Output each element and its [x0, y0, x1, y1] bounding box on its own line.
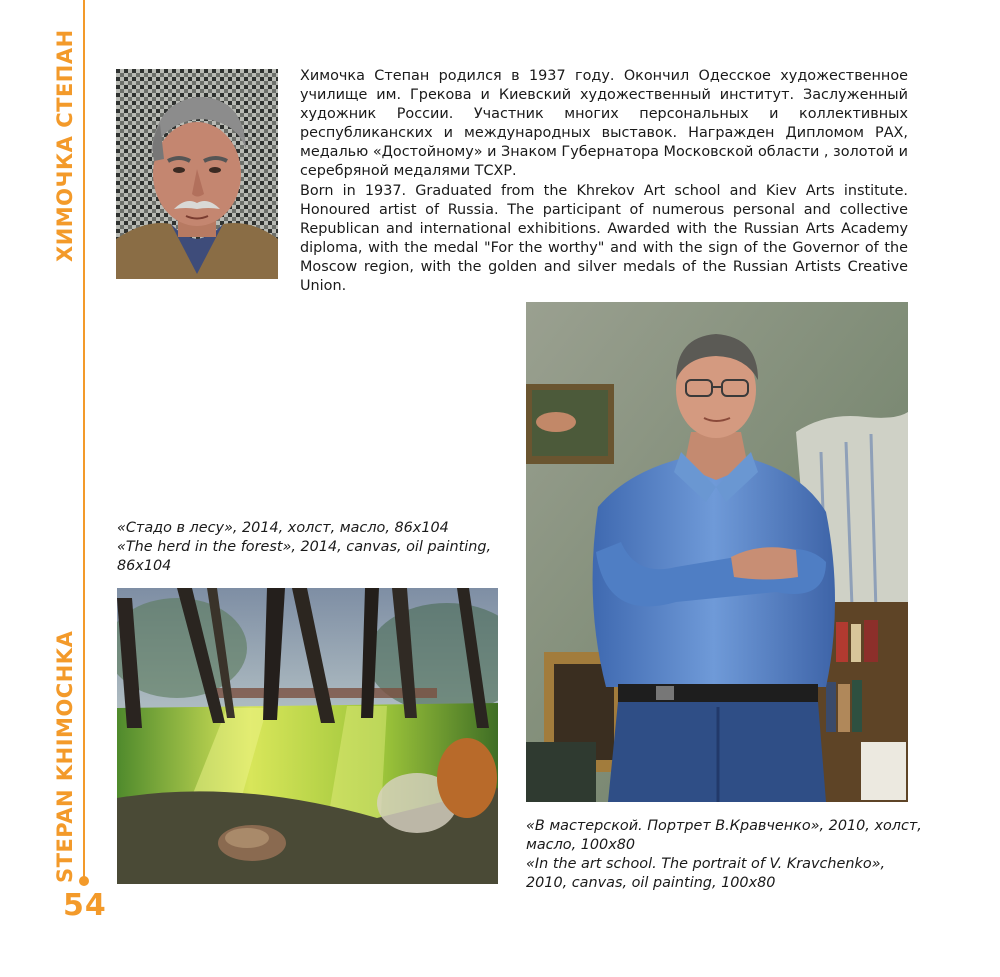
caption-portrait [526, 817, 926, 893]
caption-portrait-en: «In the art school. The portrait of V. Kravchenko», 2010, canvas, oil painting, 100x80 [526, 856, 886, 891]
caption-forest-ru: «Стадо в лесу», 2014, холст, масло, 86х104 [117, 520, 449, 536]
caption-herd-in-forest [117, 519, 517, 576]
painting-herd-in-forest [117, 588, 498, 884]
artist-photo [116, 69, 278, 279]
vertical-accent-line [83, 0, 85, 880]
caption-portrait-ru: «В мастерской. Портрет В.Кравченко», 2010, холст, масло, 100х80 [526, 818, 922, 853]
painting-portrait-kravchenko [526, 302, 908, 802]
artist-name-en: STEPAN KHIMOCHKA [53, 630, 77, 883]
caption-forest-en: «The herd in the forest», 2014, canvas, oil painting, 86x104 [117, 539, 492, 574]
page-number: 54 [63, 888, 107, 923]
accent-dot [79, 876, 89, 886]
bio-ru: Химочка Степан родился в 1937 году. Окончил Одесское художественное училище им. Грекова и Киевский художественный институт. Заслуженный художник России. Участник многих персональных и коллективных республиканских и международных выставок. Награжден Дипломом РАХ, медалью «Достойному» и Знаком Губернатора Московской области , золотой и серебряной медалями ТСХР. [300, 68, 908, 179]
bio-en: Born in 1937. Graduated from the Khrekov Art school and Kiev Arts institute. Honoured artist of Russia. The participant of numerous personal and collective Republican and international exhibitions. Awarded with the Russian Arts Academy diploma, with the medal "For the worthy" and with the sign of the Governor of the Moscow region, with the golden and silver medals of the Russian Artists Creative Union. [300, 183, 908, 294]
artist-name-ru: ХИМОЧКА СТЕПАН [53, 29, 77, 262]
